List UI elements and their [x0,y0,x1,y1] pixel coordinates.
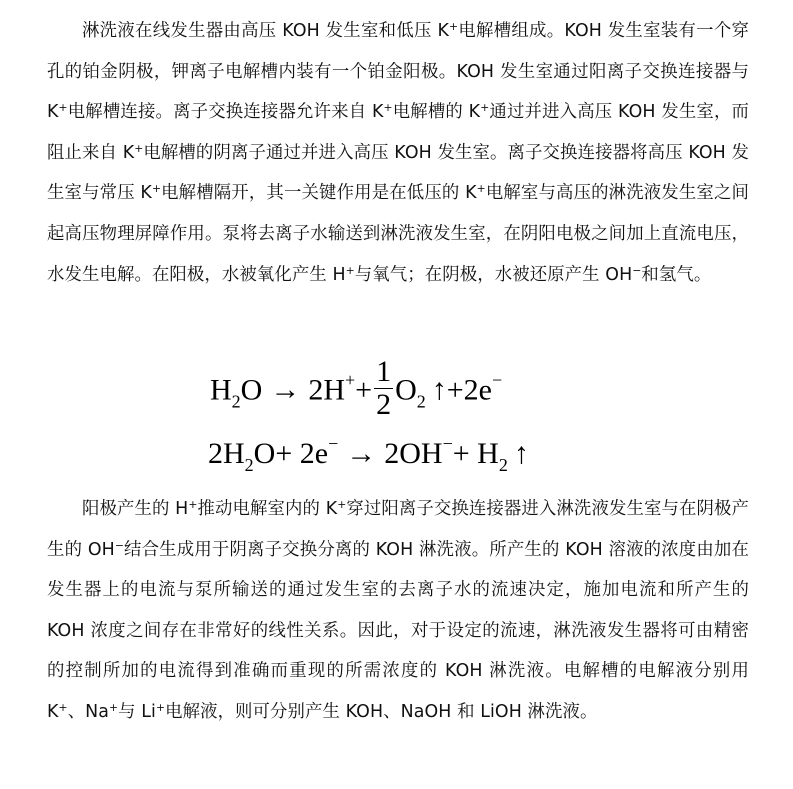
paragraph-eluent-generator-structure [47,11,749,295]
eq-symbol: H [210,373,232,407]
text-run: 电解槽连接。离子交换连接器允许来自 K [67,102,384,123]
equation-anode-reaction [210,355,503,425]
text-run: 通过并进入高压 KOH 发生室，而阻止来自 K [47,102,749,163]
eq-symbol: O [395,373,417,407]
superscript: − [114,538,124,552]
gas-up-arrow: ↑ [513,437,529,470]
superscript: + [134,141,144,155]
eq-superscript: + [345,369,356,390]
eq-symbol: + H [452,437,499,470]
text-run: 推动电解室内的 K [197,499,338,519]
superscript: + [188,498,198,512]
superscript: + [449,20,459,34]
text-run: 与氧气；在阴极，水被还原产生 OH [354,264,633,285]
eq-symbol: 2H [308,373,346,407]
text-run: 阳极产生的 H [82,499,189,519]
superscript: + [58,101,68,115]
fraction-denominator: 2 [376,388,392,421]
superscript: + [383,101,393,115]
eq-operator: + [355,373,373,407]
superscript: + [476,182,486,196]
eq-subscript: 2 [231,391,241,412]
eq-superscript: − [492,369,503,390]
superscript: + [345,263,355,277]
paragraph-koh-generation [47,489,749,733]
fraction-numerator: 1 [376,355,392,388]
equation-cathode-reaction [208,433,529,476]
text-run: 电解槽组成。KOH 发生室装有一个穿孔的铂金阴极，钾离子电解槽内装有一个铂金阳极。KOH 发生室通过阳离子交换连接器与 K [47,21,749,123]
eq-symbol: 2OH [384,437,443,470]
superscript: + [337,498,347,512]
eq-symbol: +2e [446,373,492,407]
eq-symbol: O [240,373,263,407]
superscript: + [109,701,119,715]
text-run: 结合生成用于阴离子交换分离的 KOH 淋洗液。所产生的 KOH 溶液的浓度由加在发生器上的电流与泵所输送的通过发生室的去离子水的流速决定，施加电流和所产生的 KOH 浓度之间存在非常好的线性关系。因此，对于设定的流速，淋洗液发生器将可由精密的控制所加的电流得到准确而重现的所需浓度的 KOH 淋洗液。电解槽的电解液分别用 K [47,539,749,722]
eq-subscript: 2 [244,455,254,476]
text-run: 、Na [67,701,109,722]
text-run: 电解室与高压的淋洗液发生室之间起高压物理屏障作用。泵将去离子水输送到淋洗液发生室，在阴阳电极之间加上直流电压，水发生电解。在阳极，水被氧化产生 H [47,183,749,285]
eq-superscript: − [442,433,453,454]
eq-superscript: − [328,433,339,454]
eq-subscript: 2 [498,455,508,476]
text-run: 电解液，则可分别产生 KOH、NaOH 和 LiOH 淋洗液。 [165,701,598,722]
superscript: + [151,182,162,196]
text-run: 淋洗液在线发生器由高压 KOH 发生室和低压 K [82,21,450,41]
reaction-arrow: → [346,437,377,470]
superscript: + [58,701,68,715]
eq-subscript: 2 [416,391,426,412]
eq-symbol: 2H [208,437,245,470]
text-run: 与 Li [118,701,156,722]
superscript: + [155,701,166,715]
text-run: 电解槽隔开，其一关键作用是在低压的 K [161,183,477,204]
text-run: 电解槽的阴离子通过并进入高压 KOH 发生室。离子交换连接器将高压 KOH 发生室与常压 K [47,142,749,204]
reaction-arrow: → [270,373,301,407]
text-run: 和氢气。 [641,264,712,285]
gas-up-arrow: ↑ [431,373,447,407]
superscript: + [480,101,490,115]
text-run: 电解槽的 K [392,102,481,123]
eq-symbol: O+ 2e [253,437,329,470]
text-run: 穿过阳离子交换连接器进入淋洗液发生室与在阴极产生的 OH [47,499,749,560]
fraction-one-half [374,356,393,421]
superscript: − [632,263,642,277]
